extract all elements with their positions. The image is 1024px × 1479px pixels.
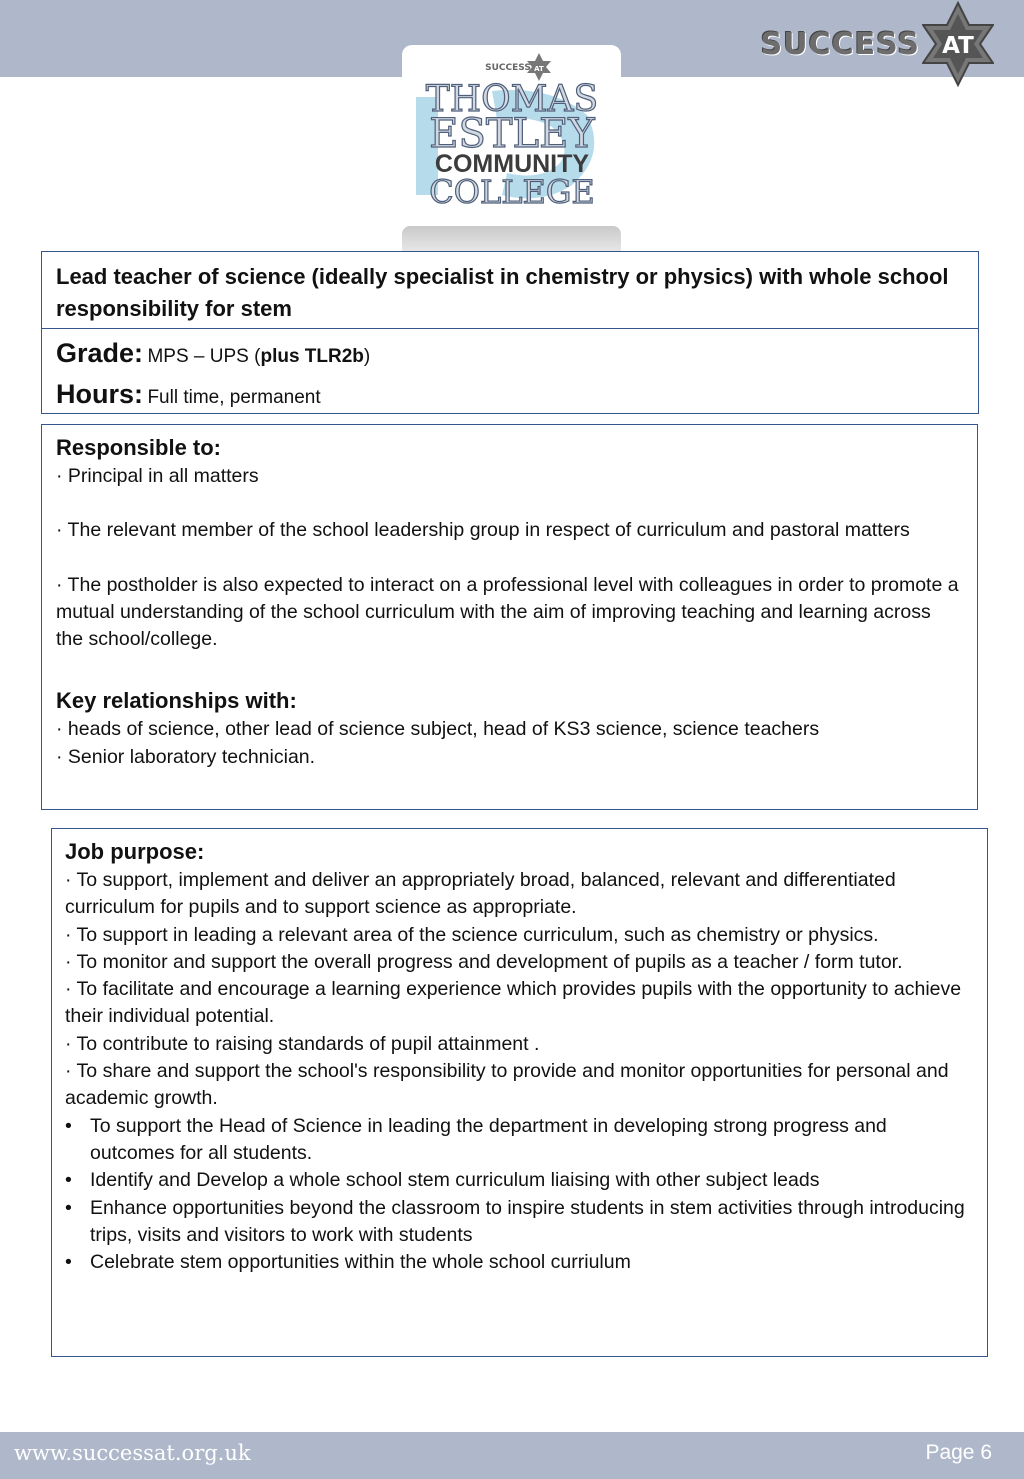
bullet-icon: • [65,1169,72,1192]
hours-value: Full time, permanent [147,387,321,408]
page-number: Page 6 [925,1441,992,1464]
bullet-icon: • [65,1251,72,1274]
purpose-bullet-list [65,1113,974,1277]
bullet-icon: • [65,1114,72,1137]
logo-top-text: SUCCESS [485,63,531,73]
purpose-item: · To contribute to raising standards of pupil attainment . [65,1032,540,1055]
job-purpose-box [51,828,988,1357]
purpose-item: · To share and support the school's responsibility to provide and monitor opportunities for personal and academic growth. [65,1060,949,1110]
grade-row [56,335,964,376]
purpose-item: · To monitor and support the overall progress and development of pupils as a teacher / form tutor. [65,950,903,973]
job-title-box [41,251,979,329]
purpose-bullet-text: Enhance opportunities beyond the classroom to inspire students in stem activities through introducing trips, visits and visitors to work with students [90,1196,965,1246]
relationship-item: · Senior laboratory technician. [56,745,316,768]
purpose-item: · To support in leading a relevant area of the science curriculum, such as chemistry or physics. [65,923,879,946]
grade-label: Grade: [56,338,144,368]
brand-text: SUCCESS [760,26,920,62]
purpose-bullet [65,1113,974,1168]
brand-logo [761,0,994,88]
grade-close: ) [363,346,371,367]
brand-badge: AT [942,33,974,59]
job-title: Lead teacher of science (ideally specialist in chemistry or physics) with whole school responsibility for stem [56,264,949,321]
hours-row [56,376,964,417]
hours-label: Hours: [56,379,143,409]
grade-value: MPS – UPS ( [147,346,261,367]
grade-tlr: plus TLR2b [260,346,364,367]
logo-line2: ESTLEY [429,111,595,157]
responsible-item: · Principal in all matters [56,465,259,487]
purpose-bullet [65,1195,974,1250]
purpose-bullet-text: To support the Head of Science in leading the department in developing strong progress and outcomes for all students. [90,1114,887,1164]
purpose-bullet [65,1249,974,1276]
job-purpose-heading: Job purpose: [65,839,205,864]
relationship-item: · heads of science, other lead of science subject, head of KS3 science, science teachers [56,718,820,741]
star-icon [922,0,994,88]
purpose-item: · To support, implement and deliver an appropriately broad, balanced, relevant and differentiated curriculum for pupils and to support science as appropriate. [65,869,896,919]
purpose-bullet-text: Identify and Develop a whole school stem curriculum liaising with other subject leads [90,1169,820,1192]
responsible-heading: Responsible to: [56,435,222,460]
logo-top-badge: AT [534,65,544,73]
relationships-heading: Key relationships with: [56,688,297,714]
purpose-bullet [65,1167,974,1194]
bullet-icon: • [65,1196,72,1219]
responsibilities-box [41,424,978,810]
logo-line1: THOMAS [425,79,599,120]
purpose-bullet-text: Celebrate stem opportunities within the whole school curriulum [90,1251,631,1274]
footer-url[interactable]: www.successat.org.uk [14,1441,251,1465]
logo-line3: COMMUNITY [434,150,590,178]
logo-line4: COLLEGE [429,173,595,211]
purpose-item: · To facilitate and encourage a learning experience which provides pupils with the opportunity to achieve their individual potential. [65,978,962,1028]
grade-hours-box [41,328,979,414]
school-logo [402,45,621,227]
responsible-item: · The postholder is also expected to interact on a professional level with colleagues in order to promote a mutual understanding of the school curriculum with the aim of improving teaching and learning across the school/college. [56,573,959,651]
responsible-item: · The relevant member of the school leadership group in respect of curriculum and pastoral matters [56,519,910,542]
